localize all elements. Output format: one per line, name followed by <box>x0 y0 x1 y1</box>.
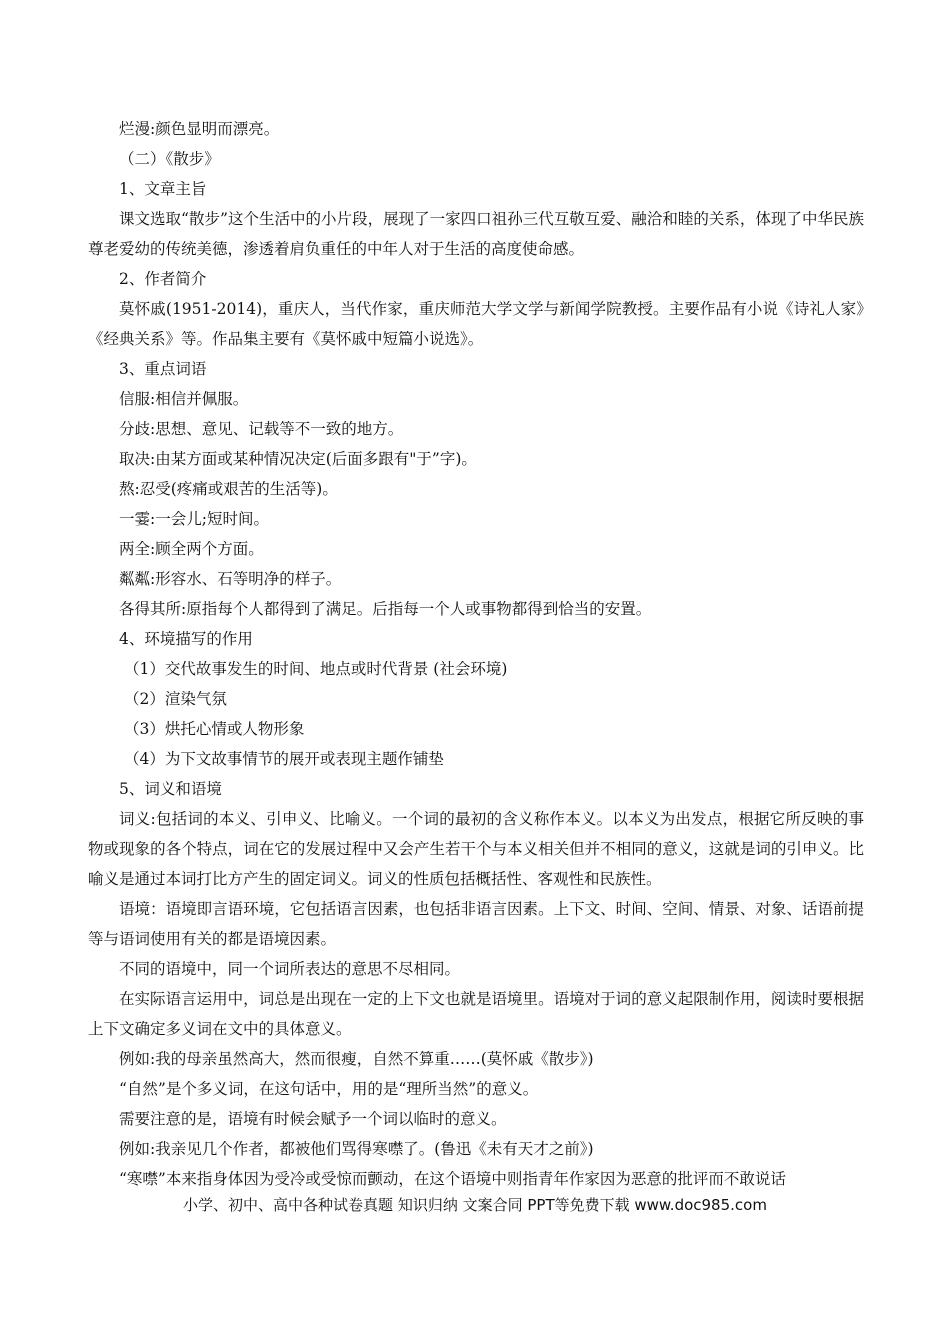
word-definition: 两全:顾全两个方面。 <box>119 540 264 558</box>
example-explanation-cut: “寒噤”本来指身体因为受冷或受惊而颤动，在这个语境中则指青年作家因为恶意的批评而不敢说话 <box>119 1170 786 1188</box>
example-line: 例如:我亲见几个作者，都被他们骂得寒噤了。(鲁迅《未有天才之前》) <box>119 1140 594 1158</box>
word-definition: 熬:忍受(疼痛或艰苦的生活等)。 <box>119 480 338 498</box>
definition-lanman: 烂漫:颜色显明而漂亮。 <box>119 120 280 138</box>
environment-item: （1）交代故事发生的时间、地点或时代背景 (社会环境) <box>124 660 508 678</box>
heading-theme: 1、文章主旨 <box>119 180 207 198</box>
word-definition: 分歧:思想、意见、记载等不一致的地方。 <box>119 420 404 438</box>
statement-different-context: 不同的语境中，同一个词所表达的意思不尽相同。 <box>119 960 461 978</box>
word-definition: 一霎:一会儿;短时间。 <box>119 510 269 528</box>
example-line: 例如:我的母亲虽然高大，然而很瘦，自然不算重……(莫怀戚《散步》) <box>119 1050 594 1068</box>
document-body <box>88 114 864 1194</box>
heading-context: 5、词义和语境 <box>119 780 222 798</box>
paragraph-theme: 课文选取“散步”这个生活中的小片段，展现了一家四口祖孙三代互敬互爱、融洽和睦的关系，体现了中华民族尊老爱幼的传统美德，渗透着肩负重任的中年人对于生活的高度使命感。 <box>88 210 864 258</box>
environment-item: （4）为下文故事情节的展开或表现主题作铺垫 <box>124 750 444 768</box>
word-definition: 信服:相信并佩服。 <box>119 390 249 408</box>
word-definition: 取决:由某方面或某种情况决定(后面多跟有"于”字)。 <box>119 450 477 468</box>
paragraph-context: 语境：语境即言语环境，它包括语言因素，也包括非语言因素。上下文、时间、空间、情景、对象、话语前提等与语词使用有关的都是语境因素。 <box>88 900 864 948</box>
example-explanation: “自然”是个多义词，在这句话中，用的是“理所当然”的意义。 <box>119 1080 539 1098</box>
word-definition: 各得其所:原指每个人都得到了满足。后指每一个人或事物都得到恰当的安置。 <box>119 600 652 618</box>
heading-environment: 4、环境描写的作用 <box>119 630 253 648</box>
section-heading-sanbu: （二）《散步》 <box>119 150 220 168</box>
footer-download-banner: 小学、初中、高中各种试卷真题 知识归纳 文案合同 PPT等免费下载 www.doc985.com <box>183 1196 767 1214</box>
heading-key-words: 3、重点词语 <box>119 360 207 378</box>
heading-author: 2、作者简介 <box>119 270 207 288</box>
paragraph-author: 莫怀戚(1951-2014)，重庆人，当代作家，重庆师范大学文学与新闻学院教授。主要作品有小说《诗礼人家》《经典关系》等。作品集主要有《莫怀戚中短篇小说选》。 <box>88 300 864 348</box>
paragraph-word-meaning: 词义:包括词的本义、引申义、比喻义。一个词的最初的含义称作本义。以本义为出发点，根据它所反映的事物或现象的各个特点，词在它的发展过程中又会产生若干个与本义相关但并不相同的意义，这就是词的引申义。比喻义是通过本词打比方产生的固定词义。词义的性质包括概括性、客观性和民族性。 <box>88 810 864 888</box>
environment-item: （2）渲染气氛 <box>124 690 227 708</box>
note-line: 需要注意的是，语境有时候会赋予一个词以临时的意义。 <box>119 1110 507 1128</box>
paragraph-practice: 在实际语言运用中，词总是出现在一定的上下文也就是语境里。语境对于词的意义起限制作用，阅读时要根据上下文确定多义词在文中的具体意义。 <box>88 990 864 1038</box>
word-definition: 粼粼:形容水、石等明净的样子。 <box>119 570 342 588</box>
environment-item: （3）烘托心情或人物形象 <box>124 720 305 738</box>
